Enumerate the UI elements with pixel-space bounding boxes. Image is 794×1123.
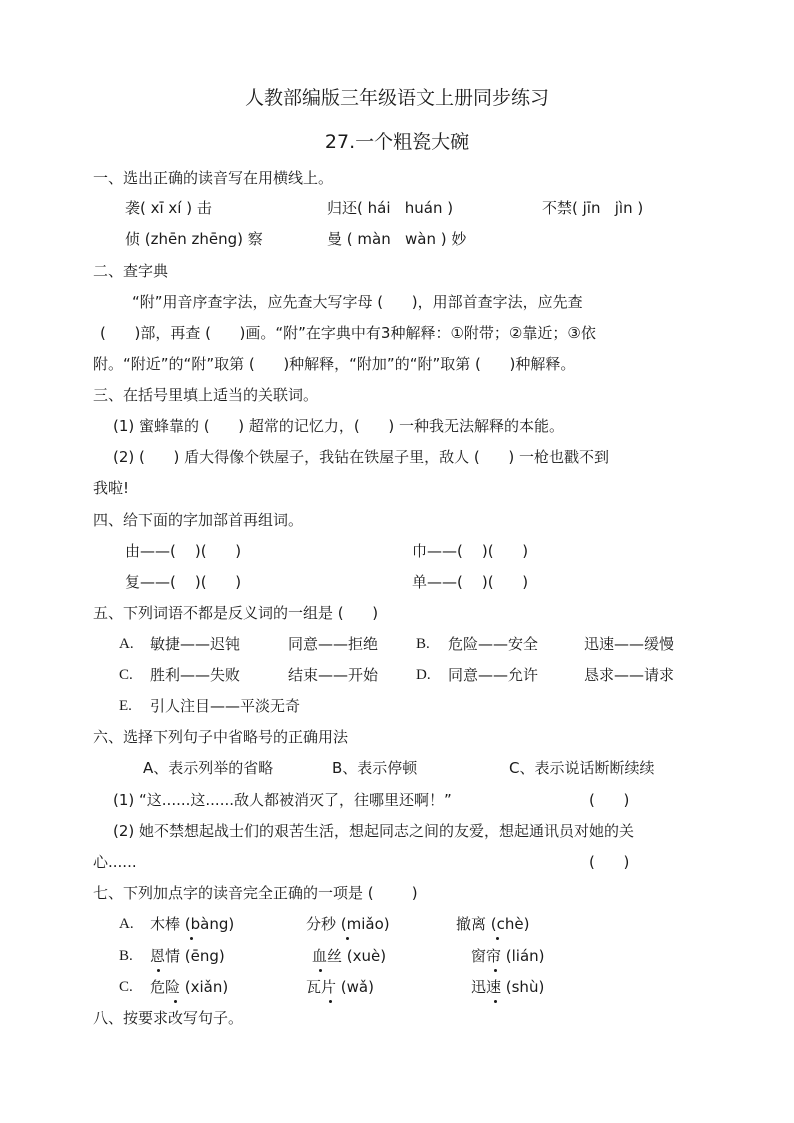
option-e-pair: 引人注目——平淡无奇 (150, 697, 301, 715)
section-2-heading: 二、查字典 (93, 262, 169, 280)
reading-option-a-2: 分秒 (miǎo) (306, 915, 390, 933)
reading-option-b-letter: B. (119, 948, 133, 964)
radical-item-4: 单——( )( ) (412, 573, 529, 591)
pinyin-item-1: 袭( xī xí ) 击 (125, 199, 212, 217)
reading-option-a-letter: A. (119, 916, 134, 932)
option-a-pair-1: 敏捷——迟钝 (150, 635, 241, 653)
reading-option-c-3: 迅速 (shù) (471, 978, 545, 996)
lesson-title: 27.一个粗瓷大碗 (324, 131, 470, 153)
ellipsis-question-2: (2) 她不禁想起战士们的艰苦生活，想起同志之间的友爱，想起通讯员对她的关 (113, 822, 635, 840)
option-d-pair-1: 同意——允许 (448, 666, 539, 684)
conjunction-item-1: (1) 蜜蜂靠的 ( ) 超常的记忆力，( ) 一种我无法解释的本能。 (113, 417, 564, 435)
emphasis-dot (496, 937, 499, 940)
pinyin-item-3: 不禁( jīn jìn ) (542, 199, 644, 217)
ellipsis-option-a: A、表示列举的省略 (143, 759, 274, 777)
option-b-letter: B. (416, 636, 430, 652)
option-b-pair-1: 危险——安全 (448, 635, 539, 653)
pinyin-item-4: 侦 (zhēn zhēng) 察 (125, 230, 263, 248)
conjunction-item-2-cont: 我啦! (93, 479, 130, 497)
radical-item-3: 复——( )( ) (125, 573, 242, 591)
conjunction-item-2: (2) ( ) 盾大得像个铁屋子，我钻在铁屋子里，敌人 ( ) 一枪也戳不到 (113, 448, 609, 466)
emphasis-dot (346, 937, 349, 940)
radical-item-1: 由——( )( ) (125, 542, 242, 560)
worksheet-title: 人教部编版三年级语文上册同步练习 (244, 87, 549, 109)
emphasis-dot (494, 969, 497, 972)
reading-option-b-3: 窗帘 (lián) (471, 947, 545, 965)
option-a-letter: A. (119, 636, 134, 652)
section-7-heading: 七、下列加点字的读音完全正确的一项是 ( ) (93, 884, 418, 902)
radical-item-2: 巾——( )( ) (412, 542, 529, 560)
option-d-pair-2: 恳求——请求 (584, 666, 675, 684)
reading-option-c-2: 瓦片 (wǎ) (306, 978, 374, 996)
ellipsis-question-1: (1) “这......这......敌人都被消灭了，往哪里还啊！” (113, 791, 452, 809)
pinyin-item-5: 曼 ( màn wàn ) 妙 (327, 230, 467, 248)
emphasis-dot (329, 1000, 332, 1003)
dictionary-line-2: ( )部，再查 ( )画。“附”在字典中有3种解释：①附带；②靠近；③依 (100, 324, 596, 342)
section-5-heading: 五、下列词语不都是反义词的一组是 ( ) (93, 604, 379, 622)
emphasis-dot (157, 969, 160, 972)
option-d-letter: D. (416, 667, 431, 683)
emphasis-dot (174, 1000, 177, 1003)
ellipsis-question-2-cont: 心...... (93, 853, 137, 871)
section-6-heading: 六、选择下列句子中省略号的正确用法 (93, 728, 349, 746)
pinyin-item-2: 归还( hái huán ) (327, 199, 454, 217)
reading-option-a-1: 木棒 (bàng) (150, 915, 235, 933)
dictionary-line-1: “附”用音序查字法，应先查大写字母 ( )，用部首查字法，应先查 (132, 293, 583, 311)
option-e-letter: E. (119, 698, 132, 714)
option-c-pair-2: 结束——开始 (288, 666, 379, 684)
emphasis-dot (494, 1000, 497, 1003)
reading-option-b-2: 血丝 (xuè) (312, 947, 387, 965)
answer-paren-q1: ( ) (589, 791, 630, 809)
answer-paren-q2: ( ) (589, 853, 630, 871)
section-3-heading: 三、在括号里填上适当的关联词。 (93, 386, 319, 404)
reading-option-b-1: 恩情 (ēng) (150, 947, 225, 965)
emphasis-dot (319, 969, 322, 972)
dictionary-line-3: 附。“附近”的“附”取第 ( )种解释，“附加”的“附”取第 ( )种解释。 (93, 355, 576, 373)
option-a-pair-2: 同意——拒绝 (288, 635, 379, 653)
reading-option-c-letter: C. (119, 979, 133, 995)
section-8-heading: 八、按要求改写句子。 (93, 1009, 244, 1027)
ellipsis-option-b: B、表示停顿 (332, 759, 418, 777)
section-4-heading: 四、给下面的字加部首再组词。 (93, 511, 304, 529)
option-b-pair-2: 迅速——缓慢 (584, 635, 675, 653)
reading-option-a-3: 撤离 (chè) (456, 915, 530, 933)
section-1-heading: 一、选出正确的读音写在用横线上。 (93, 169, 334, 187)
ellipsis-option-c: C、表示说话断断续续 (509, 759, 655, 777)
reading-option-c-1: 危险 (xiǎn) (150, 978, 229, 996)
option-c-letter: C. (119, 667, 133, 683)
option-c-pair-1: 胜利——失败 (150, 666, 241, 684)
emphasis-dot (190, 937, 193, 940)
